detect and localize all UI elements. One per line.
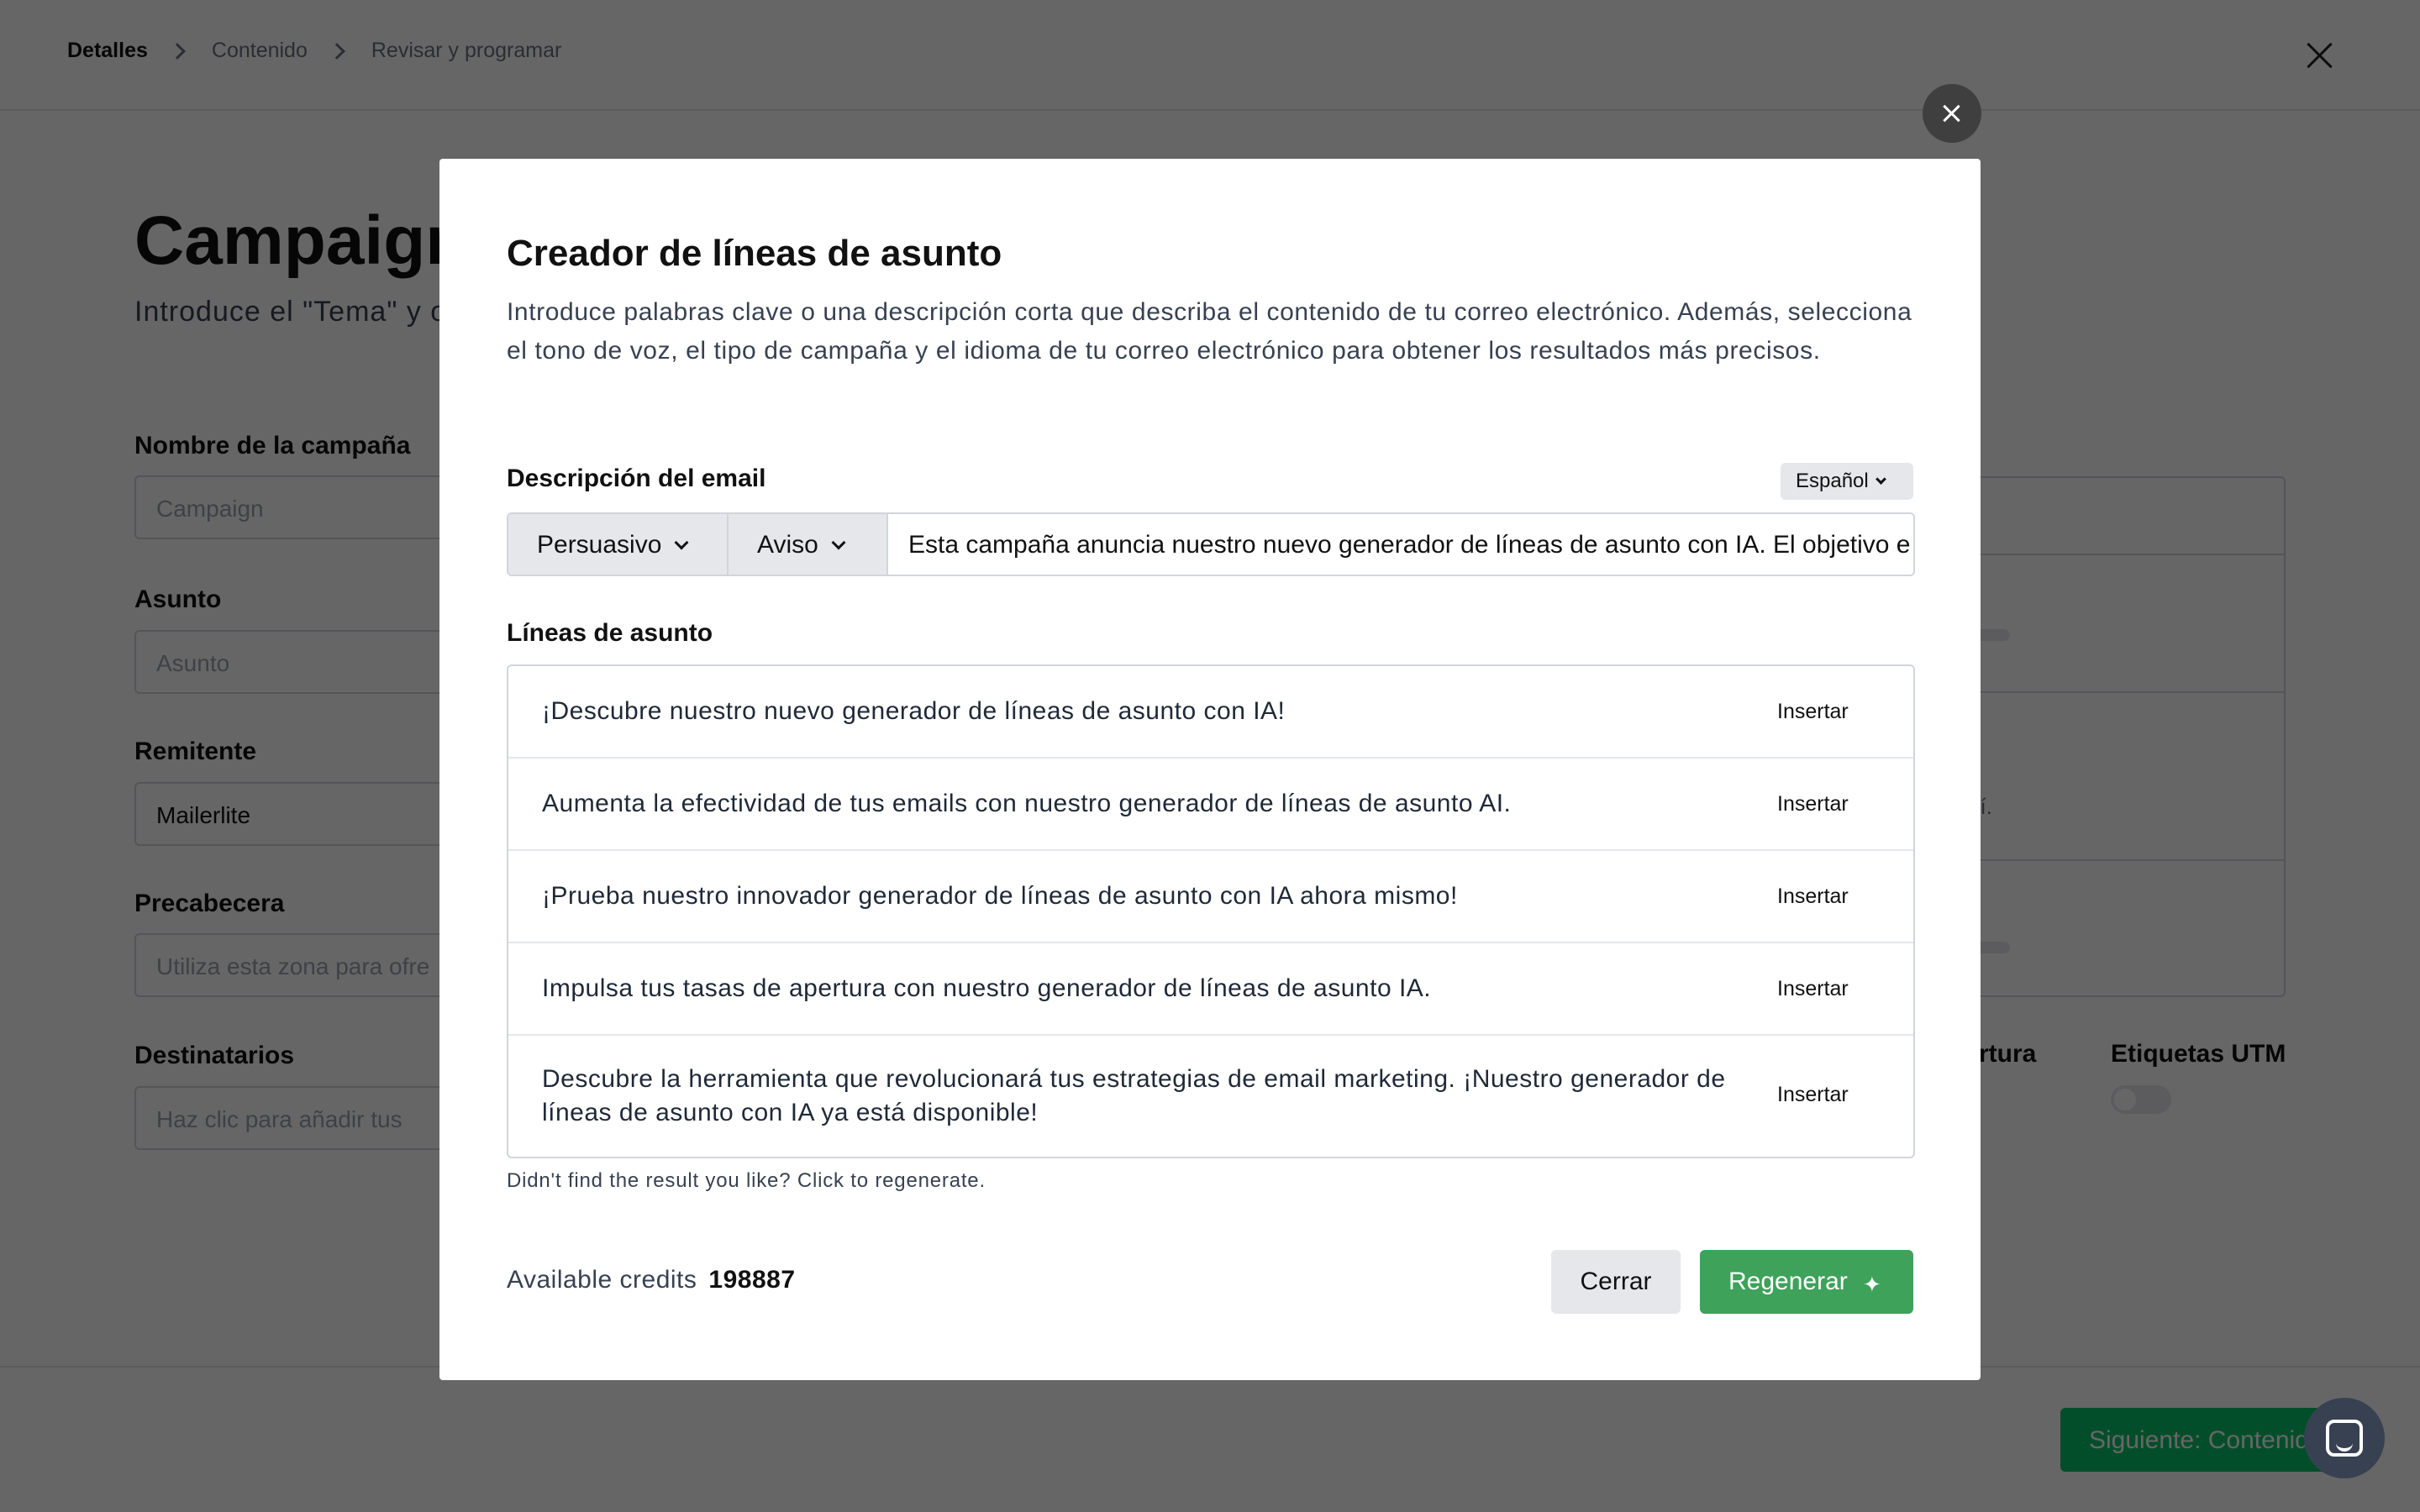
list-item	[508, 851, 1913, 943]
regenerate-hint: Didn't find the result you like? Click to regenerate.	[507, 1169, 986, 1192]
regenerate-label: Regenerar	[1728, 1268, 1848, 1295]
campaign-type-select[interactable]	[729, 514, 888, 575]
credits-info	[507, 1266, 796, 1294]
list-item	[508, 943, 1913, 1036]
email-description-label: Descripción del email	[507, 465, 766, 492]
language-value: Español	[1796, 470, 1869, 492]
list-item	[508, 1036, 1913, 1158]
credits-label: Available credits	[507, 1266, 697, 1294]
insert-button[interactable]: Insertar	[1777, 977, 1849, 1000]
subject-lines-list	[507, 664, 1915, 1158]
sparkle-icon: ✦	[1863, 1272, 1881, 1297]
chevron-down-icon	[1876, 474, 1886, 485]
modal-close-icon[interactable]	[1923, 84, 1981, 143]
subject-line-text: ¡Descubre nuestro nuevo generador de líneas de asunto con IA!	[542, 697, 1286, 725]
subject-line-text: ¡Prueba nuestro innovador generador de líneas de asunto con IA ahora mismo!	[542, 882, 1458, 910]
insert-button[interactable]: Insertar	[1777, 792, 1849, 816]
language-select[interactable]	[1781, 463, 1913, 500]
modal-title: Creador de líneas de asunto	[507, 233, 1002, 274]
subject-line-text: Descubre la herramienta que revolucionará tus estrategias de email marketing. ¡Nuestro generador de líneas de asunto con IA ya está disponible!	[542, 1065, 1726, 1126]
insert-button[interactable]: Insertar	[1777, 885, 1849, 908]
modal-description: Introduce palabras clave o una descripción corta que describa el contenido de tu correo electrónico. Además, selecciona el tono de voz, el tipo de campaña y el idioma de tu correo electrónico para obtener los resultados más precisos.	[507, 298, 1912, 365]
insert-button[interactable]: Insertar	[1777, 1083, 1849, 1106]
chat-icon	[2326, 1420, 2363, 1457]
subject-line-generator-modal	[439, 159, 1981, 1380]
credits-value: 198887	[708, 1266, 796, 1294]
list-item	[508, 666, 1913, 759]
chevron-down-icon	[831, 536, 845, 550]
subject-line-text: Aumenta la efectividad de tus emails con nuestro generador de líneas de asunto AI.	[542, 790, 1512, 817]
close-button[interactable]: Cerrar	[1551, 1250, 1681, 1314]
email-description-group	[507, 512, 1915, 576]
tone-select[interactable]	[508, 514, 729, 575]
chat-support-button[interactable]	[2304, 1398, 2385, 1478]
email-description-input[interactable]: Esta campaña anuncia nuestro nuevo generador de líneas de asunto con IA. El objetivo e	[888, 514, 1913, 575]
subject-line-text: Impulsa tus tasas de apertura con nuestro generador de líneas de asunto IA.	[542, 974, 1432, 1002]
insert-button[interactable]: Insertar	[1777, 700, 1849, 723]
regenerate-button[interactable]	[1700, 1250, 1913, 1314]
subject-lines-label: Líneas de asunto	[507, 619, 713, 647]
campaign-type-value: Aviso	[757, 531, 818, 559]
list-item	[508, 759, 1913, 851]
chevron-down-icon	[675, 536, 689, 550]
tone-value: Persuasivo	[537, 531, 662, 559]
